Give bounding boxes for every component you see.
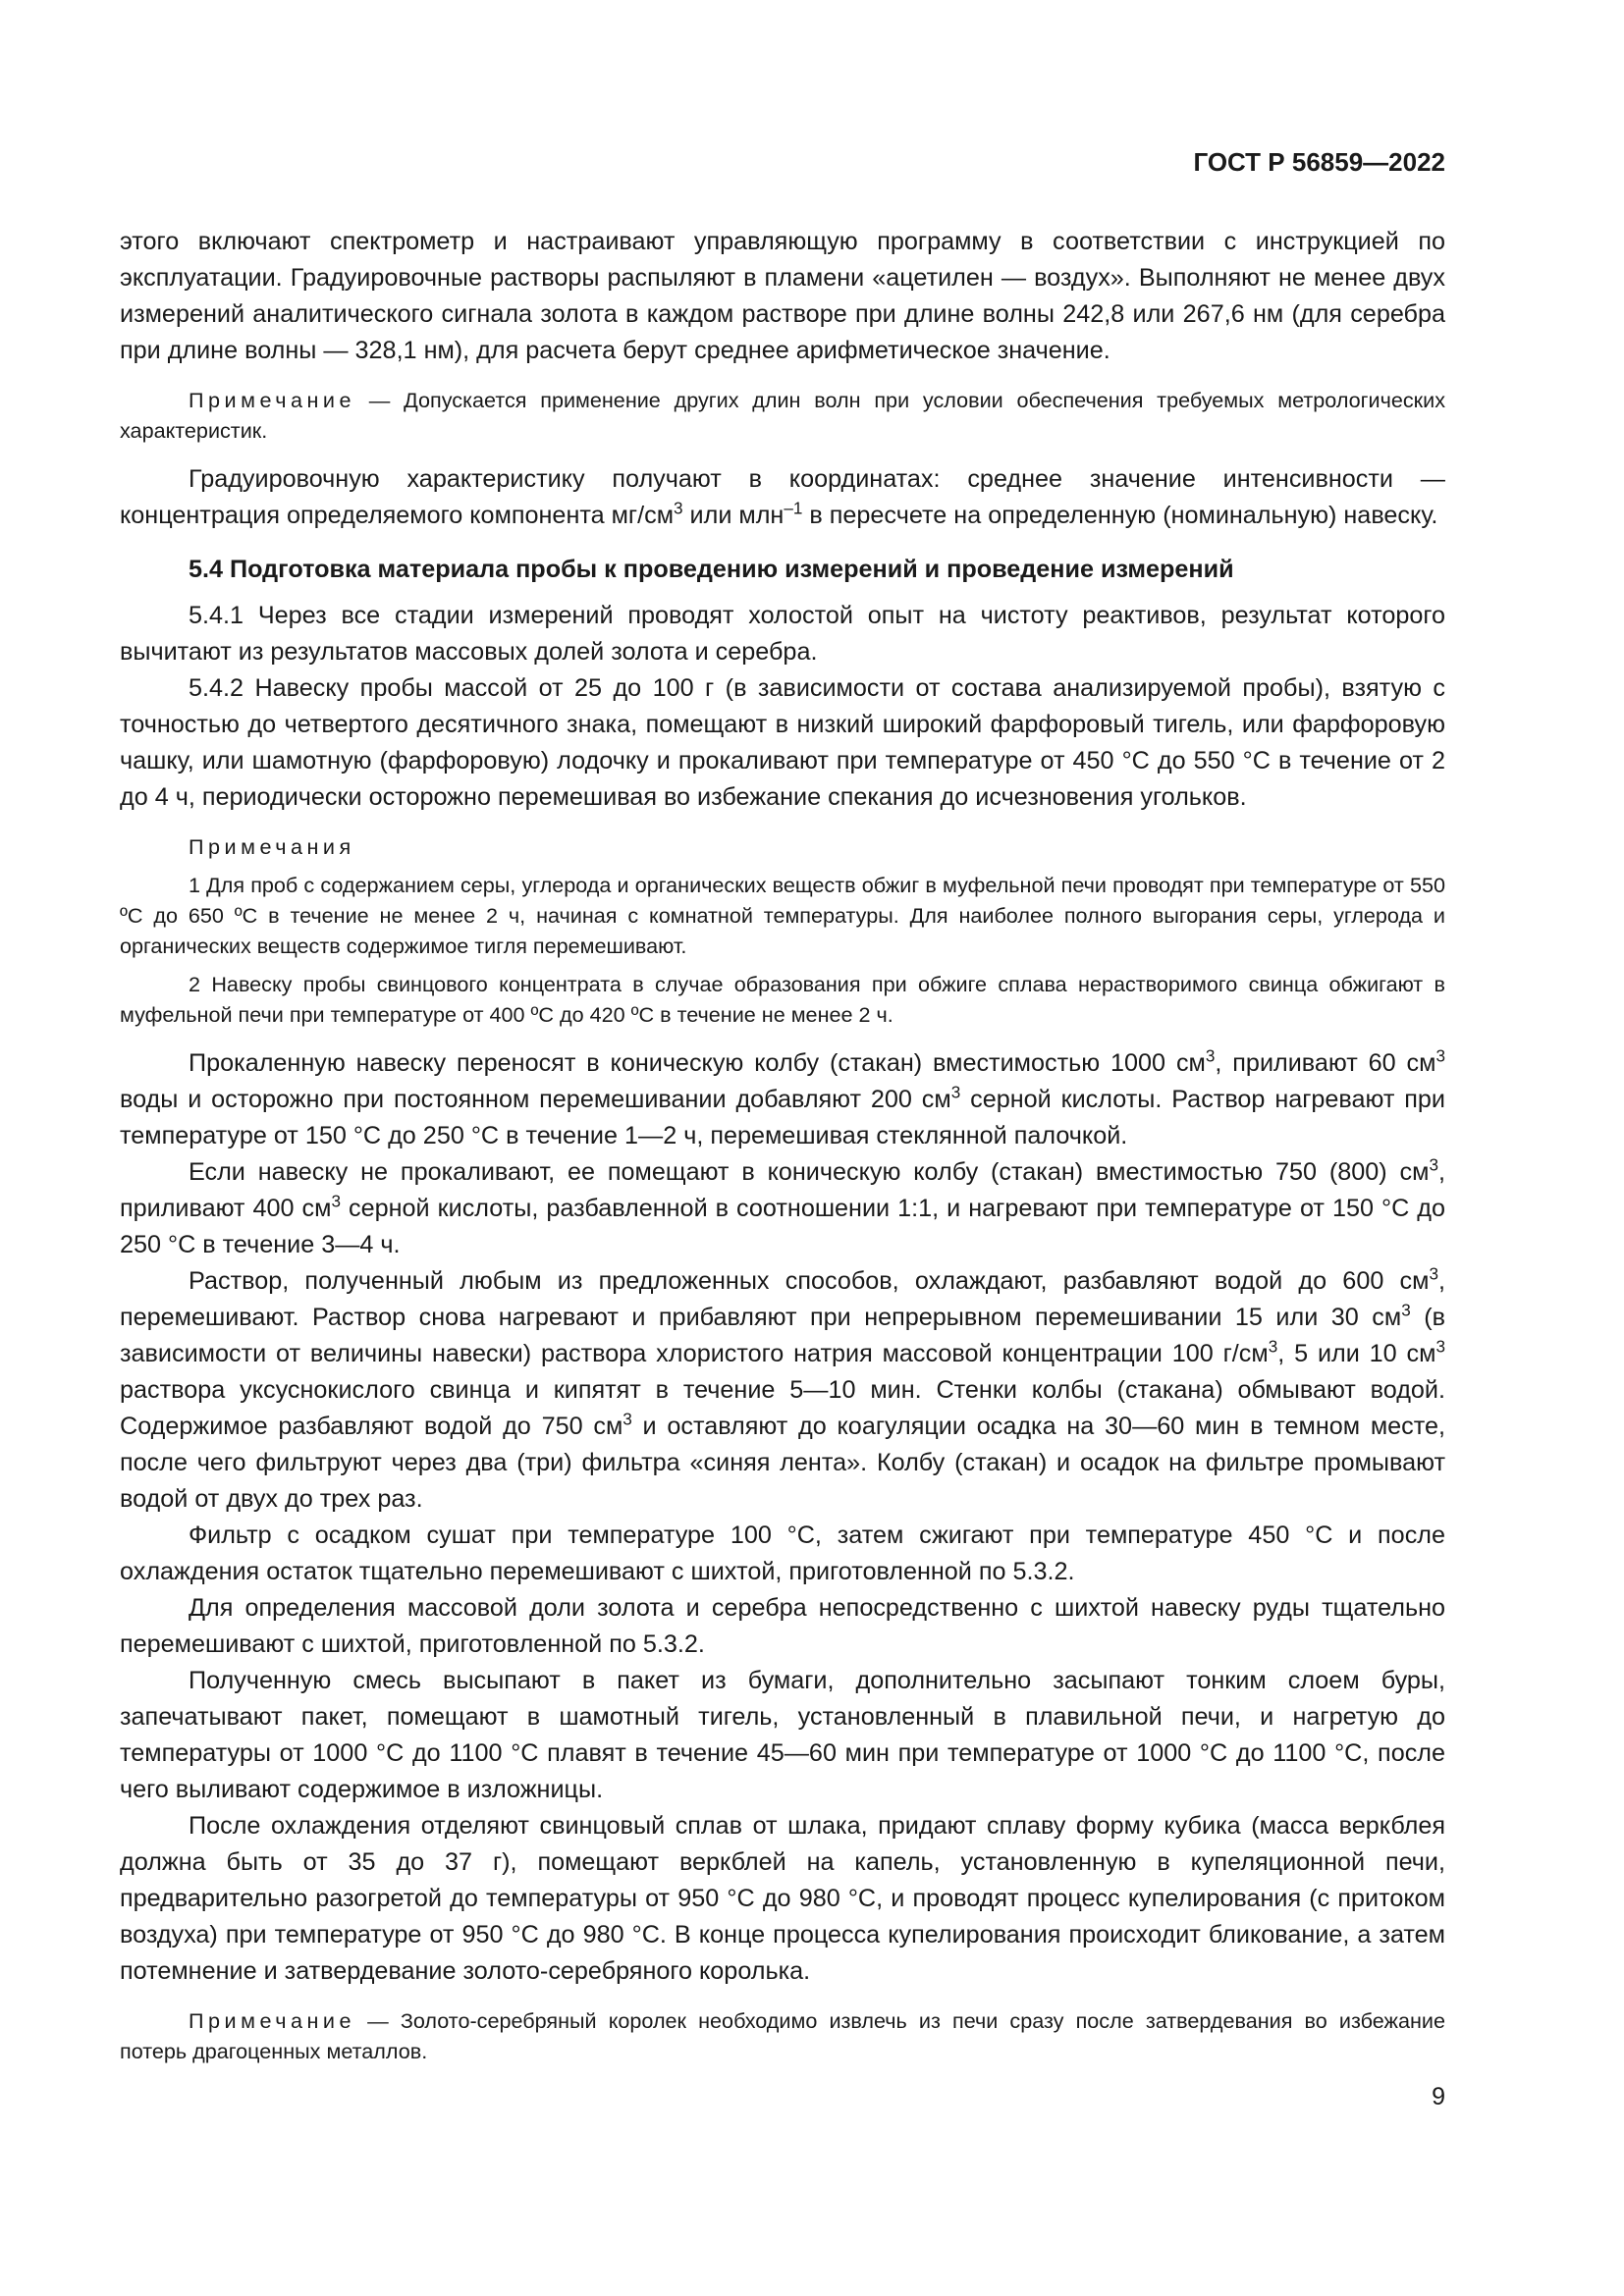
superscript: 3 — [1429, 1263, 1438, 1284]
text-run: , приливают 60 см — [1215, 1049, 1436, 1077]
superscript: 3 — [1435, 1336, 1445, 1357]
page-body — [120, 224, 1445, 2066]
standard-id-header: ГОСТ Р 56859—2022 — [1193, 147, 1445, 177]
text-run: Раствор, полученный любым из предложенных способов, охлаждают, разбавляют водой до 600 см — [189, 1267, 1430, 1295]
notes-heading — [120, 831, 1445, 862]
paragraph-ore: Для определения массовой доли золота и серебра непосредственно с шихтой навеску руды тщательно перемешивают с шихтой, приготовленной по 5.3.2. — [120, 1594, 1445, 1658]
text-run: , 5 или 10 см — [1277, 1340, 1436, 1367]
note-item-2: 2 Навеску пробы свинцового концентрата в случае образования при обжиге сплава нерастворимого свинца обжигают в муфельной печи при температуре от 400 ºС до 420 ºС в течение не менее 2 ч. — [120, 972, 1445, 1027]
paragraph-cupellation: После охлаждения отделяют свинцовый сплав от шлака, придают сплаву форму кубика (масса веркблея должна быть от 35 до 37 г), помещают веркблей на капель, установленную в купеляционной печи, предварительно разогретой до температуры от 950 °С до 980 °С, и проводят процесс купелирования (с притоком воздуха) при температуре от 950 °С до 980 °С. В конце процесса купелирования происходит бликование, а затем потемнение и затвердевание золото-серебряного королька. — [120, 1812, 1445, 1985]
paragraph-not-calcined — [120, 1154, 1445, 1263]
superscript: 3 — [1205, 1045, 1216, 1066]
note-label: Примечание — [189, 388, 355, 412]
paragraph-solution — [120, 1263, 1445, 1518]
text-run: воды и осторожно при постоянном перемешивании добавляют 200 см — [120, 1086, 951, 1113]
page-number: 9 — [1432, 2083, 1445, 2110]
text-run: серной кислоты, разбавленной в соотношении 1:1, и нагревают при температуре от 150 °С до 250 °С в течение 3—4 ч. — [120, 1195, 1445, 1258]
notes-label: Примечания — [189, 834, 355, 859]
text-run: серной кислоты. Раствор нагревают при температуре от 150 °С до 250 °С в течение 1—2 ч, перемешивая стеклянной палочкой. — [120, 1086, 1446, 1149]
paragraph-calibration — [120, 461, 1445, 534]
superscript: 3 — [623, 1409, 632, 1429]
text-run: Градуировочную характеристику получают в координатах: среднее значение интенсивности — концентрация определяемого компонента мг/см — [120, 465, 1445, 529]
note-label: Примечание — [189, 2008, 355, 2033]
paragraph-mixture: Полученную смесь высыпают в пакет из бумаги, дополнительно засыпают тонким слоем буры, запечатывают пакет, помещают в шамотный тигель, установленный в плавильной печи, и нагретую до температуры от 1000 °С до 1100 °С плавят в течение 45—60 мин при температуре от 1000 °С до 1100 °С, после чего выливают содержимое в изложницы. — [120, 1667, 1445, 1803]
note-bead — [120, 2005, 1445, 2066]
superscript: 3 — [1268, 1336, 1278, 1357]
text-run: Прокаленную навеску переносят в коническую колбу (стакан) вместимостью 1000 см — [189, 1049, 1206, 1077]
paragraph-filter: Фильтр с осадком сушат при температуре 100 °С, затем сжигают при температуре 450 °С и после охлаждения остаток тщательно перемешивают с шихтой, приготовленной по 5.3.2. — [120, 1522, 1445, 1585]
text-run: , приливают 400 см — [120, 1158, 1445, 1222]
note-text: — Допускается применение других длин волн при условии обеспечения требуемых метрологических характеристик. — [120, 388, 1445, 443]
superscript: 3 — [1429, 1154, 1438, 1175]
text-run: Если навеску не прокаливают, ее помещают в коническую колбу (стакан) вместимостью 750 (800) см — [189, 1158, 1430, 1186]
text-run: или млн — [682, 502, 785, 529]
superscript: 3 — [331, 1191, 341, 1211]
superscript: 3 — [674, 498, 683, 518]
superscript: 3 — [950, 1082, 961, 1102]
text-run: раствора уксуснокислого свинца и кипятят в течение 5—10 мин. Стенки колбы (стакана) обмывают водой. Содержимое разбавляют водой до 750 см — [120, 1376, 1445, 1440]
superscript: 3 — [1401, 1300, 1411, 1320]
superscript: 3 — [1435, 1045, 1446, 1066]
paragraph-5-4-1: 5.4.1 Через все стадии измерений проводят холостой опыт на чистоту реактивов, результат которого вычитают из результатов массовых долей золота и серебра. — [120, 602, 1445, 666]
text-run: и оставляют до коагуляции осадка на 30—60 мин в темном месте, после чего фильтруют через два (три) фильтра «синяя лента». Колбу (стакан) и осадок на фильтре промывают водой от двух до трех раз. — [120, 1413, 1445, 1513]
paragraph-5-4-2: 5.4.2 Навеску пробы массой от 25 до 100 г (в зависимости от состава анализируемой пробы), взятую с точностью до четвертого десятичного знака, помещают в низкий широкий фарфоровый тигель, или фарфоровую чашку, или шамотную (фарфоровую) лодочку и прокаливают при температуре от 450 °С до 550 °С в течение от 2 до 4 ч, периодически осторожно перемешивая во избежание спекания до исчезновения угольков. — [120, 674, 1445, 811]
paragraph-continued: этого включают спектрометр и настраивают управляющую программу в соответствии с инструкцией по эксплуатации. Градуировочные растворы распыляют в пламени «ацетилен — воздух». Выполняют не менее двух измерений аналитического сигнала золота в каждом растворе при длине волны 242,8 или 267,6 нм (для серебра при длине волны — 328,1 нм), для расчета берут среднее арифметическое значение. — [120, 228, 1445, 364]
superscript: –1 — [784, 498, 803, 518]
note-item-1: 1 Для проб с содержанием серы, углерода и органических веществ обжиг в муфельной печи проводят при температуре от 550 ºС до 650 ºС в течение не менее 2 ч, начиная с комнатной температуры. Для наиболее полного выгорания серы, углерода и органических веществ содержимое тигля перемешивают. — [120, 873, 1445, 958]
paragraph-calcined-sample — [120, 1045, 1445, 1154]
text-run: в пересчете на определенную (номинальную) навеску. — [802, 502, 1438, 529]
text-run: , перемешивают. Раствор снова нагревают и прибавляют при непрерывном перемешивании 15 или 30 см — [120, 1267, 1445, 1331]
note-text: — Золото-серебряный королек необходимо извлечь из печи сразу после затвердевания во избежание потерь драгоценных металлов. — [120, 2008, 1445, 2063]
text-run: (в зависимости от величины навески) раствора хлористого натрия массовой концентрации 100 г/см — [120, 1304, 1445, 1367]
note-wavelengths — [120, 385, 1445, 446]
section-heading: 5.4 Подготовка материала пробы к проведению измерений и проведение измерений — [189, 556, 1234, 583]
